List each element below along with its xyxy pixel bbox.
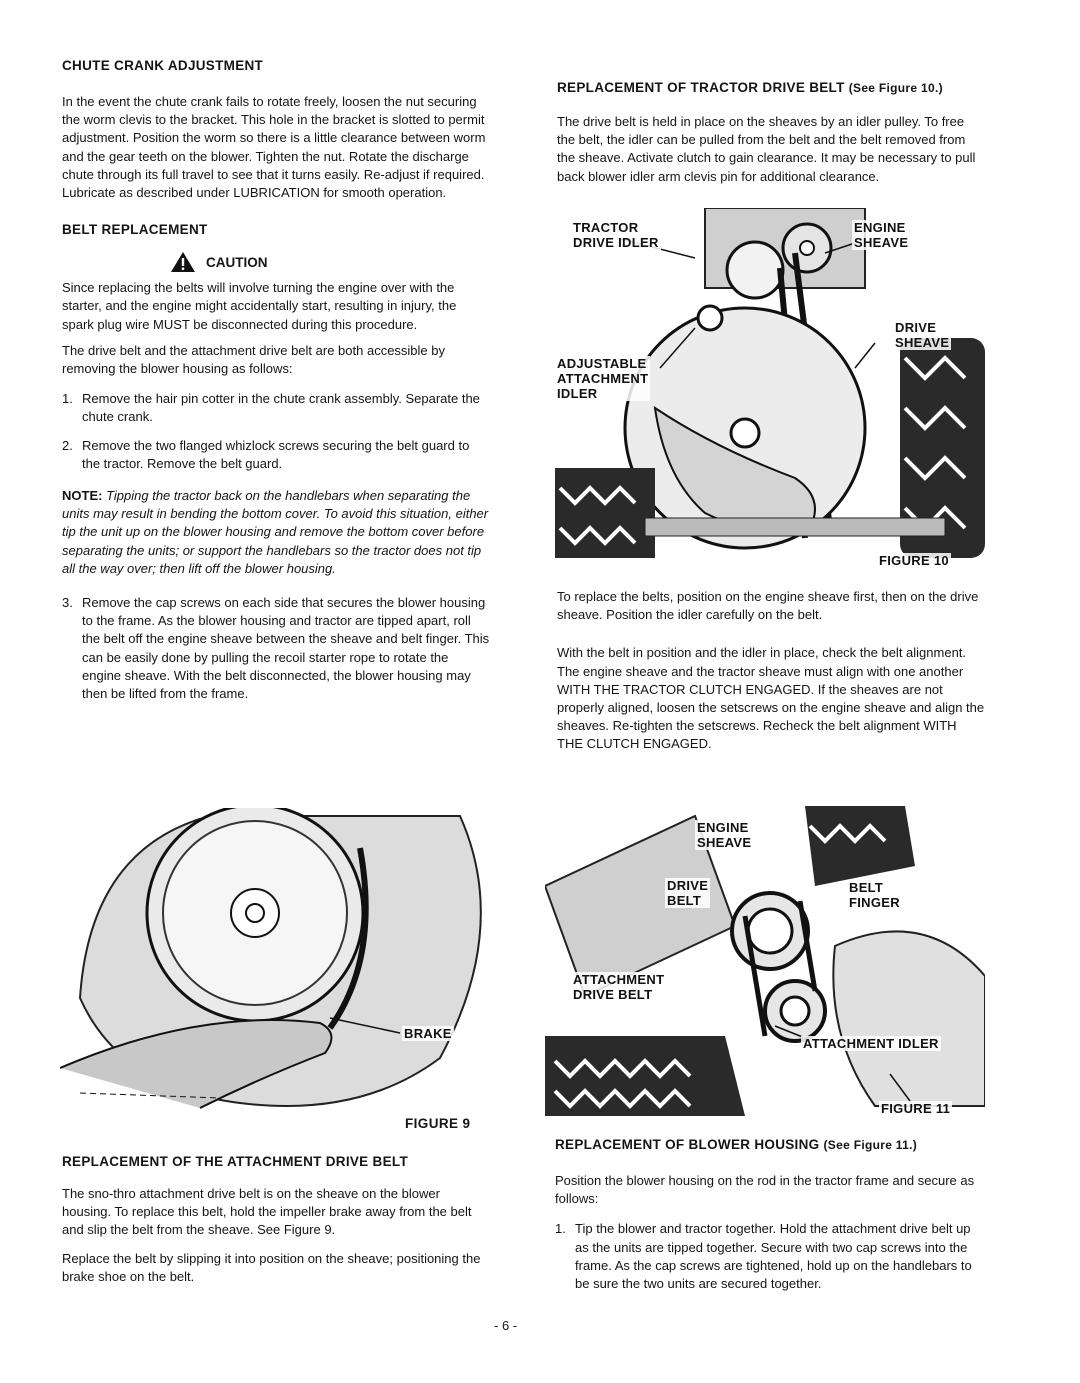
step-item [555, 1220, 985, 1293]
label-line: BELT [849, 880, 884, 895]
belt-replacement-heading: BELT REPLACEMENT [62, 222, 208, 238]
step-text: Remove the cap screws on each side that secures the blower housing to the frame. As the blower housing and tractor are tipped apart, roll the belt off the engine sheave between the sheave and belt finger. This can be easily done by pulling the recoil starter rope to rotate the engine sheave. With the belt disconnected, the blower housing may then be lifted from the frame. [82, 595, 490, 702]
blower-housing-section [555, 1137, 985, 1293]
figure-10-caption: FIGURE 10 [879, 553, 949, 568]
step-item [62, 437, 490, 473]
removal-steps-continued [62, 594, 490, 703]
blower-housing-text: Position the blower housing on the rod in the tractor frame and secure as follows: [555, 1173, 975, 1207]
step-text: Remove the hair pin cotter in the chute crank assembly. Separate the chute crank. [82, 391, 480, 425]
label-line: SHEAVE [697, 835, 752, 850]
attachment-belt-replace-text: Replace the belt by slipping it into position on the sheave; positioning the brake shoe on the belt. [62, 1250, 481, 1284]
left-column [62, 58, 490, 703]
blower-housing-drawing [545, 806, 985, 1116]
attachment-belt-section [62, 1154, 490, 1286]
label-line: ATTACHMENT [573, 972, 665, 987]
belt-alignment-text: With the belt in position and the idler in place, check the belt alignment. The engine sheave and the tractor sheave must align with one another WITH THE TRACTOR CLUTCH ENGAGED. If the sheaves are not properly aligned, loosen the setscrews on the engine sheave and align the sheaves. Re-tighten the setscrews. Recheck the belt alignment WITH THE CLUTCH ENGAGED. [557, 645, 985, 752]
caution-label: CAUTION [206, 254, 268, 270]
attachment-belt-heading: REPLACEMENT OF THE ATTACHMENT DRIVE BELT [62, 1154, 408, 1169]
note-label: NOTE: [62, 488, 103, 504]
figure-11-caption: FIGURE 11 [881, 1101, 951, 1116]
step-text: Tip the blower and tractor together. Hold the attachment drive belt up as the units are tipped together. Secure with two cap screws into the frame. As the cap screws are tightened, hold up on the handlebars to be sure the two units are secured together. [575, 1221, 972, 1292]
label-line: BELT [667, 893, 702, 908]
engine-sheave-label [695, 820, 753, 850]
label-line: SHEAVE [854, 235, 909, 250]
drive-belt-label [665, 878, 710, 908]
engine-sheave-label [852, 220, 910, 250]
tractor-belt-heading [557, 80, 985, 95]
label-line: SHEAVE [895, 335, 950, 350]
label-line: ADJUSTABLE [557, 356, 647, 371]
step-number: 1. [555, 1221, 566, 1237]
tractor-belt-heading-ref: (See Figure 10.) [848, 81, 943, 95]
access-text: The drive belt and the attachment drive belt are both accessible by removing the blower housing as follows: [62, 342, 445, 377]
label-line: DRIVE [895, 320, 937, 335]
position-belts-text: To replace the belts, position on the engine sheave first, then on the drive sheave. Position the idler carefully on the belt. [557, 589, 979, 623]
caution-block [170, 251, 490, 273]
brake-label: BRAKE [404, 1026, 452, 1041]
adjustable-attachment-idler-label [555, 356, 650, 401]
attachment-idler-label: ATTACHMENT IDLER [803, 1036, 939, 1051]
tractor-belt-text: The drive belt is held in place on the sheaves by an idler pulley. To free the belt, the idler can be pulled from the belt and the belt removed from the sheave. Activate clutch to gain clearance. It may be necessary to pull back blower idler arm clevis pin for additional clearance. [557, 114, 976, 184]
belt-finger-label [847, 880, 902, 910]
note-block [62, 487, 490, 578]
blower-housing-heading-ref: (See Figure 11.) [823, 1138, 918, 1152]
figure-10-illustration [555, 208, 985, 568]
label-line: DRIVE IDLER [573, 235, 659, 250]
warning-triangle-icon [170, 251, 196, 273]
page-number: - 6 - [494, 1318, 518, 1333]
step-item [62, 594, 490, 703]
blower-housing-heading [555, 1137, 985, 1152]
blower-housing-heading-text: REPLACEMENT OF BLOWER HOUSING [555, 1137, 820, 1152]
chute-crank-heading: CHUTE CRANK ADJUSTMENT [62, 58, 264, 73]
label-line: DRIVE [667, 878, 709, 893]
caution-text: Since replacing the belts will involve turning the engine over with the starter, and the engine might accidentally start, resulting in injury, the spark plug wire MUST be disconnected during this procedure. [62, 280, 457, 332]
removal-steps [62, 390, 490, 473]
attachment-belt-text: The sno-thro attachment drive belt is on the sheave on the blower housing. To replace this belt, hold the impeller brake away from the belt and slip the belt from the sheave. See Figure 9. [62, 1186, 472, 1238]
drive-sheave-label [893, 320, 951, 350]
figure-9-illustration [60, 808, 490, 1113]
step-number: 1. [62, 391, 73, 407]
label-line: ENGINE [697, 820, 749, 835]
step-text: Remove the two flanged whizlock screws securing the belt guard to the tractor. Remove the belt guard. [82, 437, 470, 471]
chute-crank-text: In the event the chute crank fails to rotate freely, loosen the nut securing the worm clevis to the bracket. This hole in the bracket is slotted to permit adjustment. Position the worm so there is a little clearance between worm and the gear teeth on the blower. Tighten the nut. Rotate the discharge chute through its full travel to see that it turns easily. Re-adjust if required. Lubricate as described under LUBRICATION for smooth operation. [62, 94, 486, 201]
right-column [557, 80, 985, 186]
blower-sheave-drawing [60, 808, 490, 1113]
label-line: DRIVE BELT [573, 987, 653, 1002]
figure-11-illustration [545, 806, 985, 1116]
attachment-drive-belt-label [571, 972, 666, 1002]
tractor-belt-heading-text: REPLACEMENT OF TRACTOR DRIVE BELT [557, 80, 845, 95]
label-line: FINGER [849, 895, 900, 910]
label-line: ENGINE [854, 220, 906, 235]
step-item [62, 390, 490, 426]
step-number: 3. [62, 595, 73, 611]
belt-alignment-section [557, 588, 985, 754]
label-line: TRACTOR [573, 220, 639, 235]
label-line: IDLER [557, 386, 598, 401]
step-number: 2. [62, 437, 73, 453]
blower-housing-steps [555, 1220, 985, 1293]
note-text: Tipping the tractor back on the handlebars when separating the units may result in bending the bottom cover. To avoid this situation, either tip the unit up on the blower housing and remove the bottom cover before separating the units; or support the handlebars so the tractor does not tip all the way over; then lift off the blower housing. [62, 488, 489, 576]
label-line: ATTACHMENT [557, 371, 649, 386]
figure-9-caption: FIGURE 9 [405, 1116, 471, 1131]
tractor-drive-idler-label [571, 220, 661, 250]
